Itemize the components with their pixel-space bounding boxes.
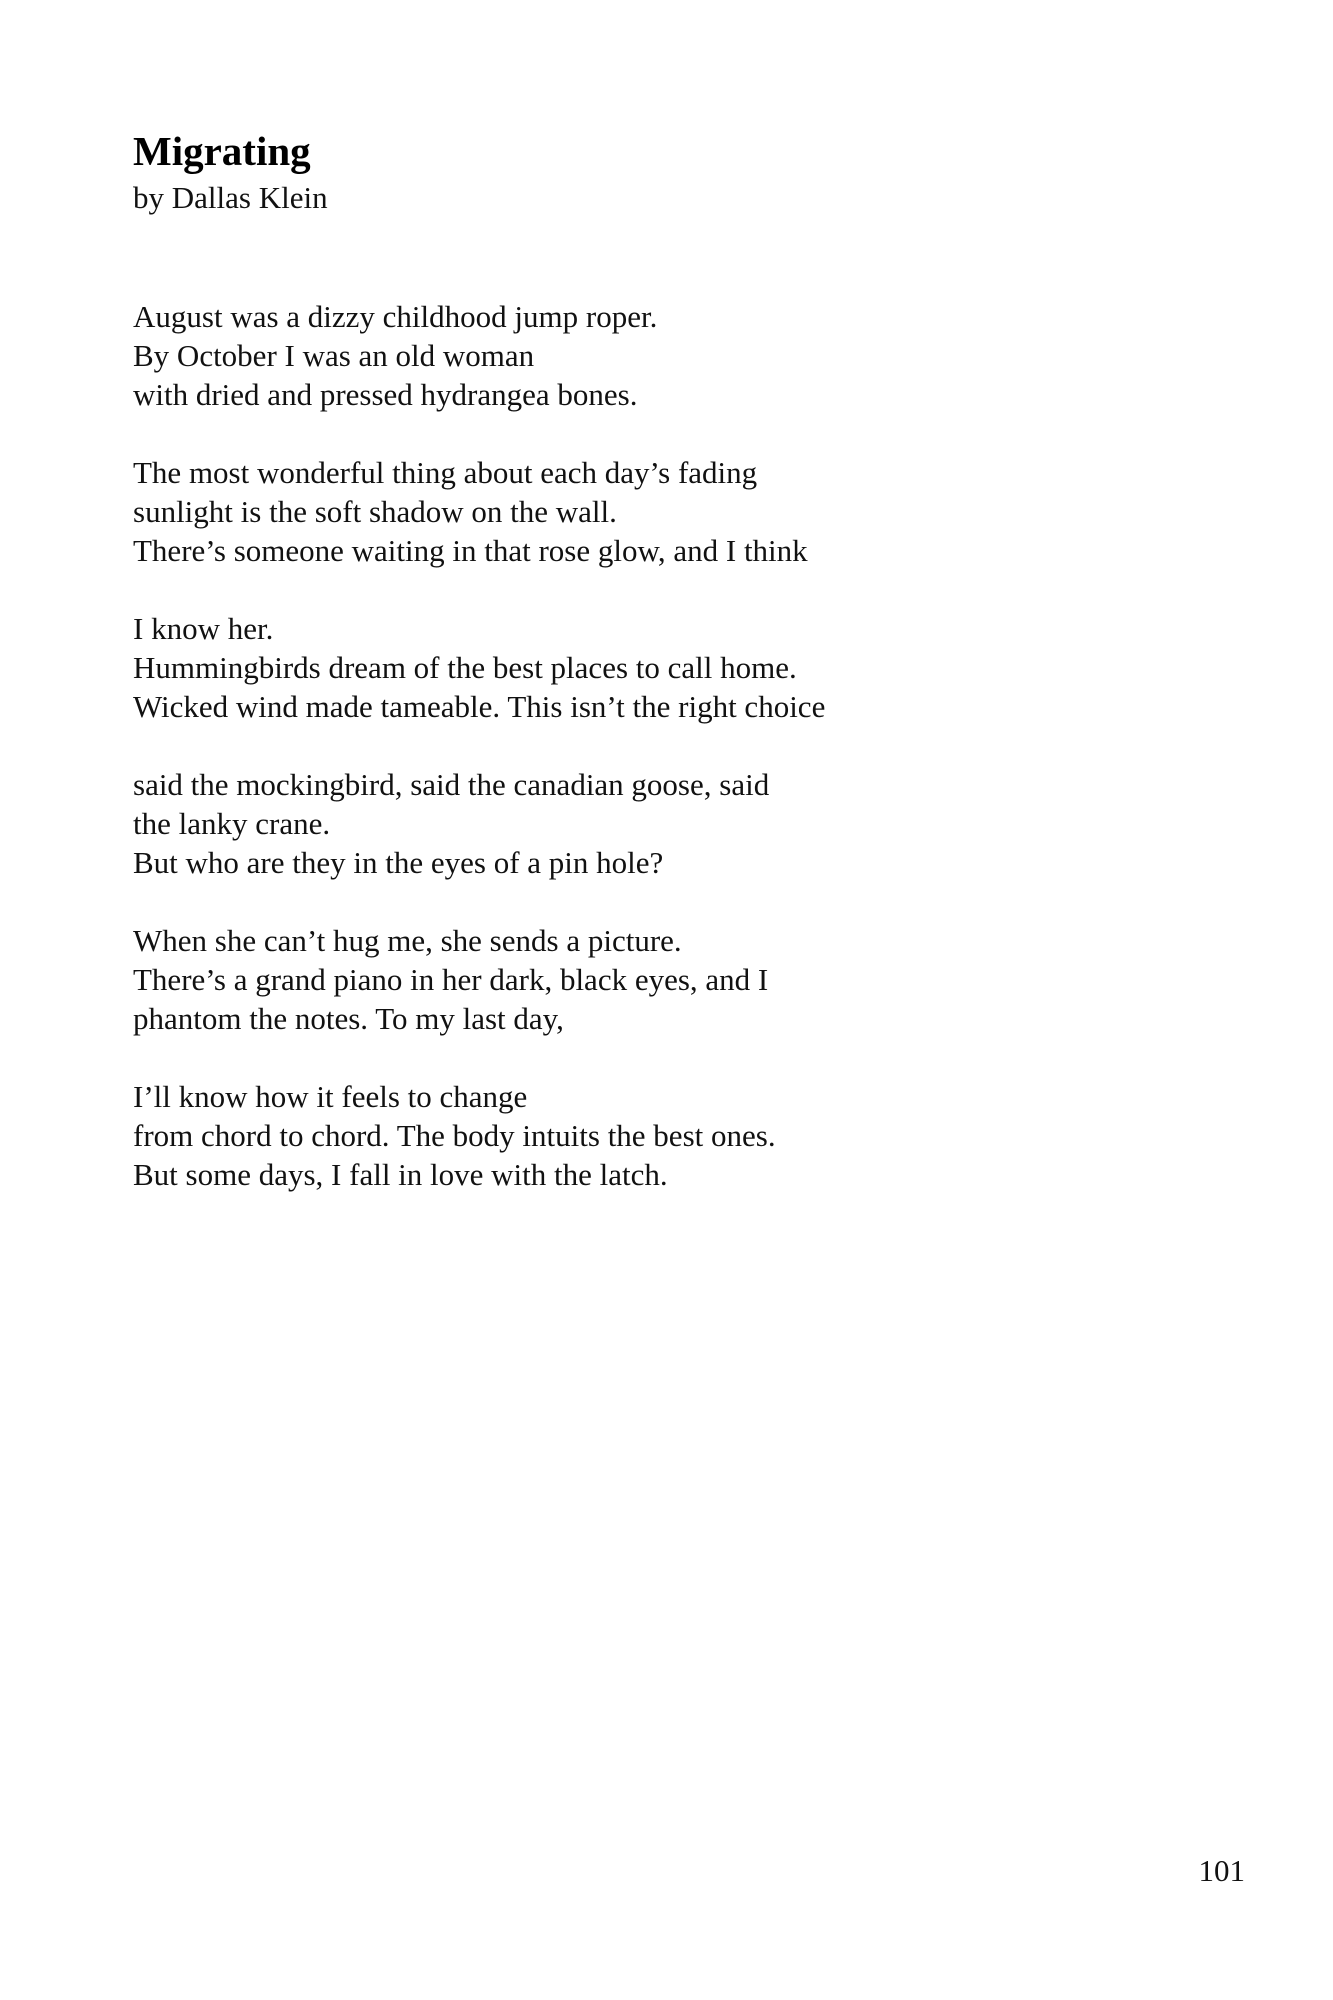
poem-line: When she can’t hug me, she sends a picture. (133, 923, 682, 958)
poem-line: Wicked wind made tameable. This isn’t the right choice (133, 689, 826, 724)
poem-line: The most wonderful thing about each day’s fading (133, 455, 758, 490)
poem-line: But who are they in the eyes of a pin hole? (133, 845, 664, 880)
poem-line: But some days, I fall in love with the latch. (133, 1157, 668, 1192)
poem-line: Hummingbirds dream of the best places to call home. (133, 650, 797, 685)
poem-line: August was a dizzy childhood jump roper. (133, 299, 658, 334)
stanza (133, 609, 1133, 726)
poem-line: There’s someone waiting in that rose glow, and I think (133, 533, 808, 568)
stanza (133, 297, 1133, 414)
poem-line: By October I was an old woman (133, 338, 535, 373)
poem-line: sunlight is the soft shadow on the wall. (133, 494, 617, 529)
poem-line: There’s a grand piano in her dark, black eyes, and I (133, 962, 769, 997)
poem-line: I know her. (133, 611, 274, 646)
poem-line: phantom the notes. To my last day, (133, 1001, 564, 1036)
poem-line: the lanky crane. (133, 806, 331, 841)
stanza (133, 765, 1133, 882)
poem-body (133, 297, 1133, 1233)
poem-line: with dried and pressed hydrangea bones. (133, 377, 638, 412)
poem-line: said the mockingbird, said the canadian goose, said (133, 767, 770, 802)
stanza (133, 921, 1133, 1038)
stanza (133, 453, 1133, 570)
poem-byline: by Dallas Klein (133, 180, 328, 215)
poem-line: I’ll know how it feels to change (133, 1079, 528, 1114)
stanza (133, 1077, 1133, 1194)
poem-line: from chord to chord. The body intuits the best ones. (133, 1118, 776, 1153)
poem-title: Migrating (133, 128, 311, 174)
page-number: 101 (1198, 1853, 1245, 1888)
